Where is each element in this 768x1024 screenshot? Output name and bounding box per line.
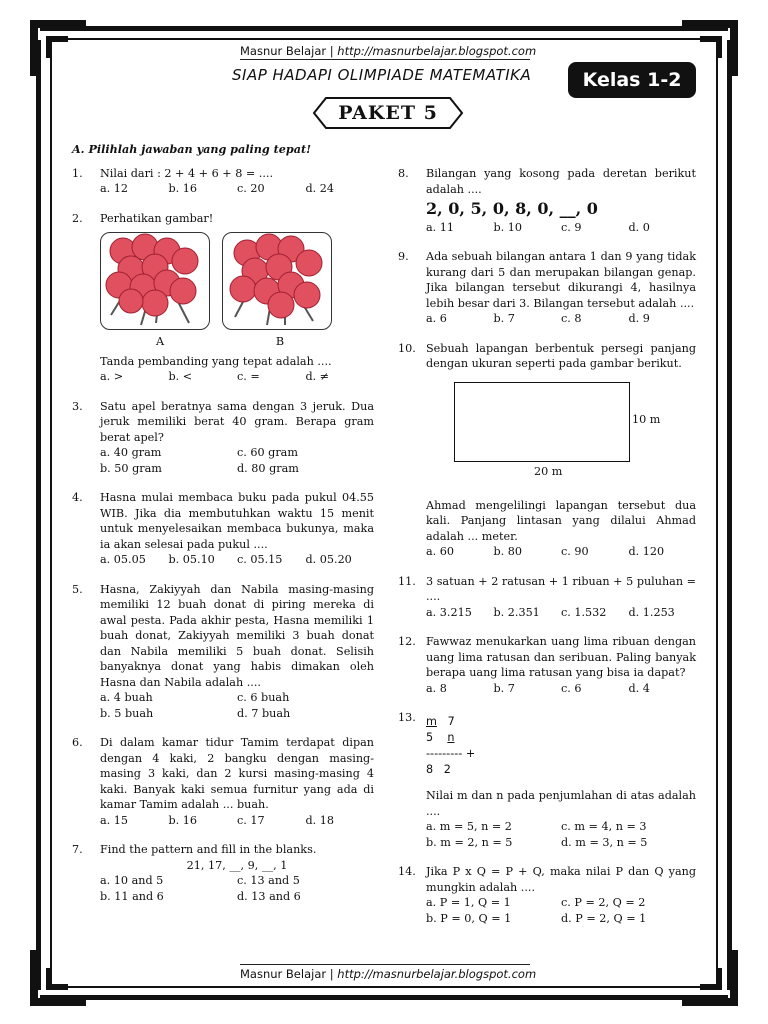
option-d[interactable]: d. 0 [628,220,650,234]
number-sequence: 2, 0, 5, 0, 8, 0, __, 0 [426,199,598,218]
question-number: 1. [72,166,83,180]
question-text: Nilai m dan n pada penjumlahan di atas adalah .... [426,789,696,818]
option-a[interactable]: a. 60 [426,545,455,558]
option-c[interactable]: c. 6 [561,681,582,695]
question-text: Ahmad mengelilingi lapangan tersebut dua kali. Panjang lintasan yang dilalui Ahmad adalah ... meter. [426,498,696,543]
lollipops-image [223,233,331,329]
option-d[interactable]: d. 1.253 [628,605,675,619]
digit-m: m [426,715,437,728]
question-number: 10. [398,341,416,355]
question-number: 9. [398,250,409,263]
question-number: 5. [72,582,83,596]
option-d[interactable]: d. 24 [305,182,335,195]
option-b[interactable]: b. 5 buah [100,706,154,720]
question-13 [398,710,696,850]
question-number: 11. [398,574,416,588]
option-c[interactable]: c. 20 [237,182,265,195]
number-sequence: 21, 17, __, 9, __, 1 [186,858,288,872]
question-14 [398,864,696,926]
question-12 [398,634,696,696]
option-b[interactable]: b. 80 [493,545,523,558]
question-5 [72,582,374,722]
option-b[interactable]: b. P = 0, Q = 1 [426,911,512,925]
separator: | [329,967,334,981]
question-text: Nilai dari : 2 + 4 + 6 + 8 = .... [100,166,274,180]
corner-ornament [28,948,88,1008]
option-c[interactable]: c. = [237,370,260,383]
question-10 [398,341,696,560]
option-c[interactable]: c. m = 4, n = 3 [561,820,647,833]
question-8 [398,166,696,235]
sum-line: --------- + [426,747,476,760]
question-text: Hasna, Zakiyyah dan Nabila masing-masing memiliki 12 buah donat di piring mereka di awal pesta. Pada akhir pesta, Hasna memiliki 1 buah donat, Zakiyyah memiliki 3 buah donat dan Nabila memiliki 5 buah donat. Selisih banyaknya donat yang habis dimakan oleh Hasna dan Nabila adalah .... [100,582,374,689]
option-a[interactable]: a. 4 buah [100,691,153,704]
option-a[interactable]: a. 05.05 [100,553,146,566]
option-a[interactable]: a. 3.215 [426,605,472,619]
blog-url[interactable]: http://masnurbelajar.blogspot.com [337,967,537,981]
digit: 5 [426,731,434,744]
option-a[interactable]: a. 8 [426,681,447,695]
option-d[interactable]: d. 9 [628,312,650,325]
option-d[interactable]: d. 80 gram [237,461,299,475]
rectangle-shape [454,382,630,462]
option-a[interactable]: a. 11 [426,220,455,234]
height-label: 10 m [632,412,661,426]
option-b[interactable]: b. 7 [493,681,515,695]
digit-n: n [447,731,455,744]
question-text: Perhatikan gambar! [100,211,214,225]
option-d[interactable]: d. ≠ [305,370,330,383]
figure-label-b: B [275,335,285,348]
question-11 [398,574,696,621]
right-column [398,166,696,940]
question-text: Hasna mulai membaca buku pada pukul 04.55 WIB. Jika dia membutuhkan waktu 15 menit untuk menyelesaikan membaca bukunya, maka ia akan selesai pada pukul .... [100,491,374,551]
paket-banner [312,96,464,130]
footer-credit [240,964,537,981]
option-c[interactable]: c. 9 [561,220,582,234]
option-d[interactable]: d. 7 buah [237,706,291,720]
corner-ornament [680,948,740,1008]
option-b[interactable]: b. 05.10 [168,553,215,566]
option-c[interactable]: c. P = 2, Q = 2 [561,896,646,909]
question-4 [72,490,374,568]
addition-puzzle [426,714,696,778]
option-d[interactable]: d. m = 3, n = 5 [561,835,648,849]
option-d[interactable]: d. 4 [628,681,650,695]
option-c[interactable]: c. 8 [561,312,582,325]
page-title: SIAP HADAPI OLIMPIADE MATEMATIKA [232,66,532,84]
question-text: Di dalam kamar tidur Tamim terdapat dipan dengan 4 kaki, 2 bangku dengan masing-masing 3 kaki, dan 2 kursi masing-masing 4 kaki. Banyak kaki semua furnitur yang ada di kamar Tamim adalah ... buah. [100,736,374,811]
question-text: Fawwaz menukarkan uang lima ribuan dengan uang lima ratusan dan seribuan. Paling banyak berapa uang lima ratusan yang bisa ia dapat? [426,635,696,679]
option-c[interactable]: c. 6 buah [237,691,290,704]
option-b[interactable]: b. 2.351 [493,605,540,619]
field-diagram [426,380,696,486]
separator: | [329,44,334,58]
option-b[interactable]: b. 10 [493,220,523,234]
option-b[interactable]: b. m = 2, n = 5 [426,835,513,849]
lollipop-group-a [100,232,210,330]
option-c[interactable]: c. 1.532 [561,605,607,619]
question-text: Jika P x Q = P + Q, maka nilai P dan Q yang mungkin adalah .... [426,865,696,894]
option-a[interactable]: a. 6 [426,312,447,325]
option-a[interactable]: a. 10 and 5 [100,874,164,887]
option-d[interactable]: d. 120 [628,545,665,558]
option-d[interactable]: d. 13 and 6 [237,889,301,903]
question-number: 14. [398,865,416,878]
question-text: Bilangan yang kosong pada deretan berikut adalah .... [426,167,696,196]
option-b[interactable]: b. 7 [493,312,515,325]
question-number: 3. [72,399,83,413]
digit: 7 [447,715,455,728]
option-b[interactable]: b. 11 and 6 [100,889,164,903]
question-number: 2. [72,211,83,225]
question-2 [72,211,374,385]
option-a[interactable]: a. P = 1, Q = 1 [426,896,511,909]
blog-url[interactable]: http://masnurbelajar.blogspot.com [337,44,537,58]
question-number: 6. [72,736,83,749]
option-c[interactable]: c. 60 gram [237,446,298,459]
option-b[interactable]: b. 50 gram [100,461,162,475]
author-name: Masnur Belajar [240,967,327,981]
option-c[interactable]: c. 05.15 [237,553,283,566]
option-c[interactable]: c. 17 [237,813,265,827]
option-d[interactable]: d. 18 [305,813,335,827]
figure-label-a: A [155,335,165,348]
option-b[interactable]: b. < [168,370,193,383]
question-number: 4. [72,491,83,504]
question-number: 12. [398,635,416,648]
corner-ornament [28,18,88,78]
question-text: Ada sebuah bilangan antara 1 dan 9 yang tidak kurang dari 5 dan merupakan bilangan genap. Jika bilangan tersebut dikurangi 4, hasilnya lebih besar dari 3. Bilangan tersebut adalah .... [426,250,696,310]
digit: 8 [426,763,434,776]
option-b[interactable]: b. 16 [168,182,198,195]
option-a[interactable]: a. 40 gram [100,446,162,459]
option-c[interactable]: c. 90 [561,545,589,558]
question-text: Tanda pembanding yang tepat adalah .... [100,354,332,368]
option-b[interactable]: b. 16 [168,813,198,827]
digit: 2 [443,763,451,776]
grade-badge: Kelas 1-2 [568,62,696,98]
question-3 [72,399,374,477]
width-label: 20 m [534,464,563,478]
option-d[interactable]: d. P = 2, Q = 1 [561,911,647,925]
question-number: 8. [398,167,409,180]
option-a[interactable]: a. m = 5, n = 2 [426,820,512,833]
left-column [72,142,374,918]
question-text: Sebuah lapangan berbentuk persegi panjang dengan ukuran seperti pada gambar berikut. [426,341,696,370]
question-9 [398,249,696,327]
question-text: Satu apel beratnya sama dengan 3 jeruk. Dua jeruk memiliki berat 40 gram. Berapa gram berat apel? [100,399,374,444]
option-c[interactable]: c. 13 and 5 [237,874,300,887]
header-credit [240,44,537,60]
lollipops-image [101,233,209,329]
lollipop-group-b [222,232,332,330]
question-1 [72,166,374,197]
question-text: Find the pattern and fill in the blanks. [100,843,317,856]
question-6 [72,735,374,828]
paket-title: PAKET 5 [338,102,438,124]
option-a[interactable]: a. 12 [100,182,129,195]
question-7 [72,842,374,904]
question-text: 3 satuan + 2 ratusan + 1 ribuan + 5 puluhan = .... [426,574,696,603]
option-a[interactable]: a. 15 [100,813,129,827]
question-number: 7. [72,843,83,856]
question-number: 13. [398,711,416,724]
instruction: A. Pilihlah jawaban yang paling tepat! [72,142,312,156]
option-d[interactable]: d. 05.20 [305,553,352,566]
option-a[interactable]: a. > [100,370,124,383]
author-name: Masnur Belajar [240,44,327,58]
